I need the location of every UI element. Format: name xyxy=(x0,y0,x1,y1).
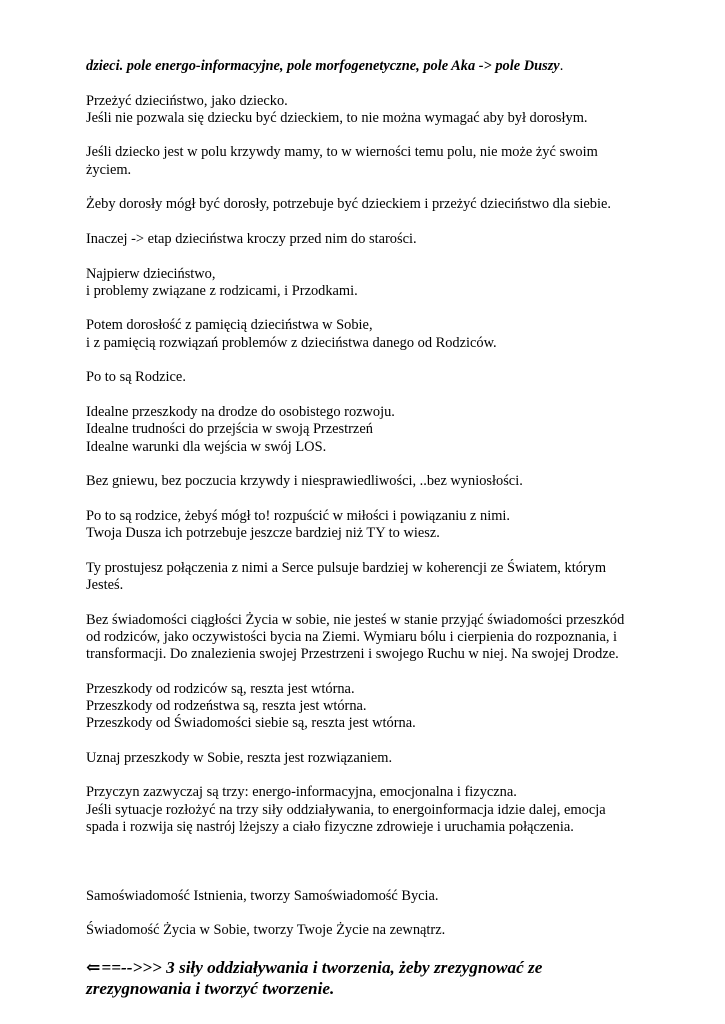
body-paragraph xyxy=(86,231,646,248)
text-line: Idealne przeszkody na drodze do osobistego rozwoju. xyxy=(86,403,395,420)
text-line: Potem dorosłość z pamięcią dzieciństwa w Sobie, xyxy=(86,317,373,334)
body-paragraph xyxy=(86,196,646,213)
text-line: i problemy związane z rodzicami, i Przodkami. xyxy=(86,282,358,299)
body-paragraph xyxy=(86,369,646,386)
body-paragraph xyxy=(86,681,646,733)
body-paragraph xyxy=(86,144,646,179)
body-paragraph xyxy=(86,404,646,456)
text-line: Bez gniewu, bez poczucia krzywdy i niesprawiedliwości, ..bez wyniosłości. xyxy=(86,473,523,490)
text-line: Jeśli nie pozwala się dziecku być dzieckiem, to nie można wymagać aby był dorosłym. xyxy=(86,109,588,126)
text-line: Przeszkody od Świadomości siebie są, reszta jest wtórna. xyxy=(86,715,416,732)
closing-line-1-text: ==-->>> 3 siły oddziaływania i tworzenia, żeby zrezygnować ze xyxy=(101,957,543,977)
text-line: Żeby dorosły mógł być dorosły, potrzebuje być dzieckiem i przeżyć dzieciństwo dla siebie. xyxy=(86,196,611,213)
closing-line-1 xyxy=(86,957,646,978)
body-paragraph xyxy=(86,560,646,595)
text-line: Inaczej -> etap dzieciństwa kroczy przed nim do starości. xyxy=(86,230,417,247)
text-line: spada i rozwija się nastrój lżejszy a ciało fizyczne zdrowieje i uruchamia połączenia. xyxy=(86,819,574,836)
left-double-arrow-icon: ⇐ xyxy=(86,957,101,977)
text-line: Idealne trudności do przejścia w swoją Przestrzeń xyxy=(86,421,373,438)
body-paragraph xyxy=(86,266,646,301)
text-line: Po to są Rodzice. xyxy=(86,369,186,386)
text-line: Najpierw dzieciństwo, xyxy=(86,265,216,282)
text-line: Przeszkody od rodzeństwa są, reszta jest wtórna. xyxy=(86,697,367,714)
body-paragraph xyxy=(86,93,646,128)
body-paragraph xyxy=(86,784,646,836)
text-line: Ty prostujesz połączenia z nimi a Serce pulsuje bardziej w koherencji ze Światem, którym xyxy=(86,559,607,576)
text-line: Przyczyn zazwyczaj są trzy: energo-informacyjna, emocjonalna i fizyczna. xyxy=(86,784,517,801)
text-line: Bez świadomości ciągłości Życia w sobie, nie jesteś w stanie przyjąć świadomości przeszkód xyxy=(86,611,625,628)
closing-paragraph xyxy=(86,888,646,905)
text-line: Samoświadomość Istnienia, tworzy Samoświadomość Bycia. xyxy=(86,887,439,904)
document-page xyxy=(86,58,646,999)
top-heading-period: . xyxy=(559,58,564,74)
body-paragraph xyxy=(86,473,646,490)
text-line: i z pamięcią rozwiązań problemów z dzieciństwa danego od Rodziców. xyxy=(86,334,497,351)
top-heading-text: dzieci. pole energo-informacyjne, pole morfogenetyczne, pole Aka -> pole Duszy xyxy=(86,58,560,74)
text-line: Przeszkody od rodziców są, reszta jest wtórna. xyxy=(86,680,355,697)
section-gap xyxy=(86,854,646,888)
top-heading xyxy=(86,58,646,75)
text-line: Jesteś. xyxy=(86,576,124,593)
text-line: życiem. xyxy=(86,161,132,178)
text-line: Świadomość Życia w Sobie, tworzy Twoje Życie na zewnątrz. xyxy=(86,922,446,939)
body-paragraph xyxy=(86,508,646,543)
closing-statement xyxy=(86,957,646,999)
text-line: Przeżyć dzieciństwo, jako dziecko. xyxy=(86,92,288,109)
body-paragraph xyxy=(86,612,646,664)
text-line: Idealne warunki dla wejścia w swój LOS. xyxy=(86,438,327,455)
closing-paragraph xyxy=(86,922,646,939)
text-line: Twoja Dusza ich potrzebuje jeszcze bardziej niż TY to wiesz. xyxy=(86,525,440,542)
body-paragraph xyxy=(86,750,646,767)
body-paragraphs xyxy=(86,93,646,837)
closing-line-2: zrezygnowania i tworzyć tworzenie. xyxy=(86,978,335,998)
text-line: Po to są rodzice, żebyś mógł to! rozpuścić w miłości i powiązaniu z nimi. xyxy=(86,507,511,524)
text-line: od rodziców, jako oczywistości bycia na Ziemi. Wymiaru bólu i cierpienia do rozpoznania, i xyxy=(86,628,618,645)
body-paragraph xyxy=(86,317,646,352)
text-line: transformacji. Do znalezienia swojej Przestrzeni i swojego Ruchu w niej. Na swojej Drodze. xyxy=(86,646,619,663)
closing-paragraphs xyxy=(86,888,646,940)
text-line: Jeśli sytuacje rozłożyć na trzy siły oddziaływania, to energoinformacja idzie dalej, emocja xyxy=(86,801,606,818)
text-line: Uznaj przeszkody w Sobie, reszta jest rozwiązaniem. xyxy=(86,749,393,766)
text-line: Jeśli dziecko jest w polu krzywdy mamy, to w wierności temu polu, nie może żyć swoim xyxy=(86,144,598,161)
